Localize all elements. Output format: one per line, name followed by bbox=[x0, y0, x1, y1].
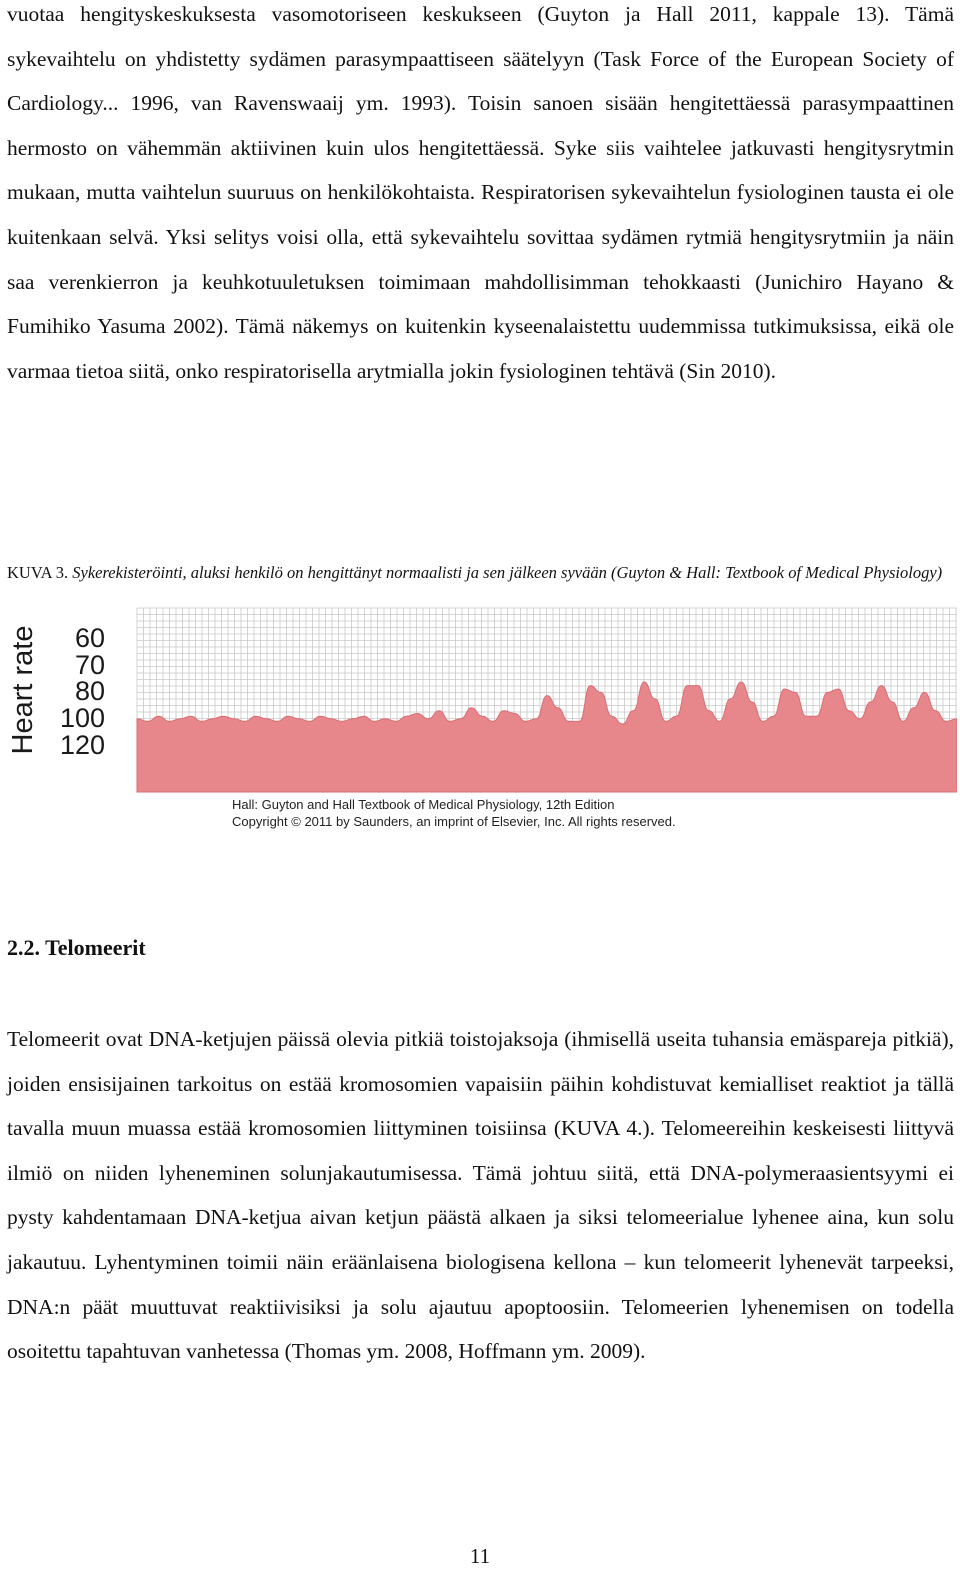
y-tick-label: 60 bbox=[74, 623, 105, 653]
figure-credit-line-1: Hall: Guyton and Hall Textbook of Medical Physiology, 12th Edition bbox=[232, 797, 615, 812]
y-axis-label: Heart rate bbox=[7, 625, 39, 755]
figure-caption-text: Sykerekisteröinti, aluksi henkilö on hengittänyt normaalisti ja sen jälkeen syvään (Guyton & Hall: Textbook of Medical Physiology) bbox=[68, 563, 943, 582]
body-paragraph-respiration: vuotaa hengityskeskuksesta vasomotoriseen keskukseen (Guyton ja Hall 2011, kappale 13). Tämä sykevaihtelu on yhdistetty sydämen parasympaattiseen säätelyyn (Task Force of the European Society of Cardiology... 1996, van Ravenswaaij ym. 1993). Toisin sanoen sisään hengitettäessä parasympaattinen hermosto on vähemmän aktiivinen kuin ulos hengitettäessä. Syke siis vaihtelee jatkuvasti hengitysrytmin mukaan, mutta vaihtelun suuruus on henkilökohtaista. Respiratorisen sykevaihtelun fysiologinen tausta ei ole kuitenkaan selvä. Yksi selitys voisi olla, että sykevaihtelu sovittaa sydämen rytmiä hengitysrytmiin ja näin saa verenkierron ja keuhkotuuletuksen toimimaan mahdollisimman tehokkaasti (Junichiro Hayano & Fumihiko Yasuma 2002). Tämä näkemys on kuitenkin kyseenalaistettu uudemmissa tutkimuksissa, eikä ole varmaa tietoa siitä, onko respiratorisella arytmialla jokin fysiologinen tehtävä (Sin 2010). bbox=[7, 2, 954, 383]
heart-rate-area bbox=[137, 682, 957, 792]
page-number: 11 bbox=[469, 1544, 491, 1568]
body-paragraph-telomeres: Telomeerit ovat DNA-ketjujen päissä olevia pitkiä toistojaksoja (ihmisellä useita tuhansia emäspareja pitkiä), joiden ensisijainen tarkoitus on estää kromosomien vapaisiin päihin kohdistuvat kemialliset reaktiot ja tällä tavalla muun muassa estää kromosomien liittyminen toisiinsa (KUVA 4.). Telomeereihin keskeisesti liittyvä ilmiö on niiden lyheneminen solunjakautumisessa. Tämä johtuu siitä, että DNA-polymeraasientsyymi ei pysty kahdentamaan DNA-ketjua aivan ketjun päästä alkaen ja siksi telomeerialue lyhenee aina, kun solu jakautuu. Lyhentyminen toimii näin eräänlaisena biologisena kellona – kun telomeerit lyhenevät tarpeeksi, DNA:n päät muuttuvat reaktiivisiksi ja solu ajautuu apoptoosiin. Telomeerien lyhenemisen on todella osoitettu tapahtuvan vanhetessa (Thomas ym. 2008, Hoffmann ym. 2009). bbox=[7, 1027, 954, 1364]
y-tick-label: 70 bbox=[74, 650, 105, 680]
figure-caption-label: KUVA 3. bbox=[7, 563, 69, 582]
y-tick-label: 80 bbox=[74, 676, 105, 706]
figure-caption bbox=[7, 561, 954, 584]
heart-rate-chart bbox=[7, 606, 957, 796]
figure-credit-line-2: Copyright © 2011 by Saunders, an imprint of Elsevier, Inc. All rights reserved. bbox=[232, 814, 676, 829]
figure-credit bbox=[232, 796, 676, 830]
y-tick-label: 100 bbox=[59, 703, 105, 733]
y-tick-label: 120 bbox=[59, 730, 105, 760]
section-heading: 2.2. Telomeerit bbox=[7, 935, 146, 960]
